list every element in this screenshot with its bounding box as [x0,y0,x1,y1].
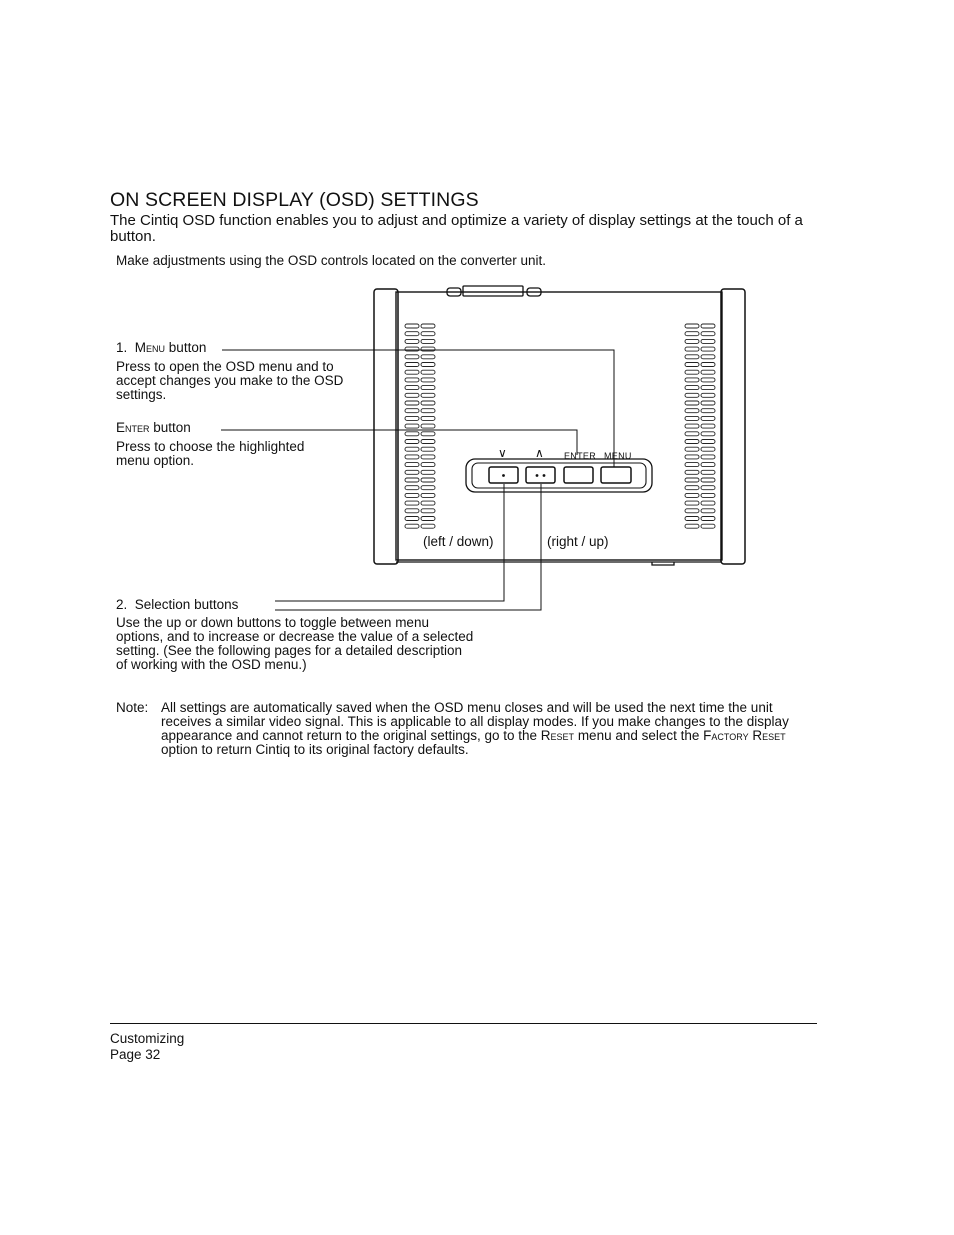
vent-slot [405,370,419,374]
menu-button[interactable] [601,467,631,483]
vent-slot [701,455,715,459]
up-symbol: ∧ [535,446,544,460]
vent-slot [421,355,435,359]
vent-slot [701,470,715,474]
vent-slot [421,517,435,521]
vent-slot [405,455,419,459]
vent-slot [685,509,699,513]
vent-slot [405,393,419,397]
vent-slot [701,463,715,467]
menu-button-description: Press to open the OSD menu and to accept changes you make to the OSD settings. [116,359,344,402]
vent-slot [701,347,715,351]
footer-section: Customizing [110,1031,185,1046]
vent-slot [685,355,699,359]
up-button-dot [536,474,539,477]
vent-slot [421,424,435,428]
up-button[interactable] [526,467,555,483]
vent-slot [701,447,715,451]
vent-slot [421,370,435,374]
vent-slot [421,524,435,528]
vent-slot [701,440,715,444]
vent-slot [701,401,715,405]
vent-slot [685,339,699,343]
enter-button-callout-title: Enter button [116,420,191,435]
vent-slot [701,363,715,367]
vent-slot [405,339,419,343]
vent-slot [421,463,435,467]
vent-slot [421,339,435,343]
vent-slot [421,432,435,436]
vent-slot [421,409,435,413]
vent-slot [701,478,715,482]
vent-slot [421,478,435,482]
vent-slot [701,332,715,336]
vent-slot [701,339,715,343]
vent-slot [685,424,699,428]
vent-slot [405,470,419,474]
vent-slot [685,478,699,482]
vent-slot [405,493,419,497]
vent-slot [701,493,715,497]
intro-paragraph: The Cintiq OSD function enables you to adjust and optimize a variety of display settings at the touch of a button. [110,212,803,245]
vent-slot [405,378,419,382]
down-button-dot [502,474,505,477]
vent-slot [405,355,419,359]
vent-slot [685,432,699,436]
vent-slot [405,409,419,413]
menu-button-callout-title: 1. Menu button [116,340,207,355]
vent-slot [421,393,435,397]
vent-slot [405,524,419,528]
menu-label: MENU [604,451,632,461]
vent-slot [685,470,699,474]
vent-slot [421,509,435,513]
vent-slot [685,370,699,374]
note-label: Note: [116,700,149,715]
vent-slot [421,324,435,328]
vent-slot [421,486,435,490]
vent-slot [701,416,715,420]
vent-slot [421,332,435,336]
vent-slot [701,517,715,521]
vent-slot [685,324,699,328]
vent-slot [421,416,435,420]
vent-slot [421,363,435,367]
vent-slot [405,424,419,428]
vent-slot [685,486,699,490]
vent-slot [685,386,699,390]
vent-slot [685,378,699,382]
down-symbol: ∨ [498,446,507,460]
vent-slot [405,416,419,420]
vent-slot [405,463,419,467]
vent-slot [685,524,699,528]
vent-slot [685,393,699,397]
vent-slot [405,332,419,336]
vent-slot [685,440,699,444]
vent-slot [701,393,715,397]
vent-slot [405,447,419,451]
vent-slot [421,440,435,444]
vent-slot [685,347,699,351]
vent-slot [701,378,715,382]
vent-slot [405,440,419,444]
vent-slot [685,463,699,467]
vent-slot [405,386,419,390]
vent-slot [421,470,435,474]
vent-slot [421,455,435,459]
vent-slot [701,424,715,428]
vent-slot [701,509,715,513]
selection-buttons-description: Use the up or down buttons to toggle between menu options, and to increase or decrease the value of a selected setting. (See the following pages for a detailed description of working with the OSD menu.) [116,615,474,672]
vent-slot [685,416,699,420]
selection-buttons-callout-title: 2. Selection buttons [116,597,239,612]
vent-slot [421,386,435,390]
right-up-caption: (right / up) [547,534,609,549]
left-down-caption: (left / down) [423,534,494,549]
vent-slot [421,501,435,505]
up-leader-line [275,484,541,610]
vent-slot [405,432,419,436]
vent-slot [421,378,435,382]
enter-button[interactable] [564,467,593,483]
vent-slot [685,332,699,336]
enter-label: ENTER [564,451,597,461]
vent-slot [701,501,715,505]
vent-slot [685,493,699,497]
vent-slot [701,324,715,328]
footer-rule [110,1023,817,1024]
vent-slot [701,524,715,528]
vent-slot [405,501,419,505]
vent-slot [405,324,419,328]
footer-page-number: Page 32 [110,1047,161,1062]
vent-slot [701,486,715,490]
vent-slot [685,517,699,521]
enter-button-description: Press to choose the highlighted menu option. [116,439,305,468]
vent-slot [685,447,699,451]
vent-slot [701,386,715,390]
vent-slot [405,517,419,521]
vent-slot [421,493,435,497]
vent-slot [421,401,435,405]
instruction-text: Make adjustments using the OSD controls located on the converter unit. [116,253,546,268]
vent-slot [405,509,419,513]
vent-slot [685,363,699,367]
vent-slot [701,409,715,413]
vent-slot [685,501,699,505]
page-title: ON SCREEN DISPLAY (OSD) SETTINGS [110,189,479,211]
vent-slot [701,370,715,374]
vent-slot [405,401,419,405]
vent-slot [405,486,419,490]
vent-slot [405,478,419,482]
vent-slot [421,447,435,451]
vent-slot [685,401,699,405]
vent-slot [685,409,699,413]
up-button-dot [543,474,546,477]
vent-slot [701,432,715,436]
vent-slot [701,355,715,359]
vent-slot [685,455,699,459]
note-text: All settings are automatically saved when the OSD menu closes and will be used the next time the unit receives a similar video signal. This is applicable to all display modes. If you make changes to the display appearance and cannot return to the original settings, go to the Reset menu and select the Factory Reset option to return Cintiq to its original factory defaults. [161,700,789,757]
vent-slot [405,363,419,367]
